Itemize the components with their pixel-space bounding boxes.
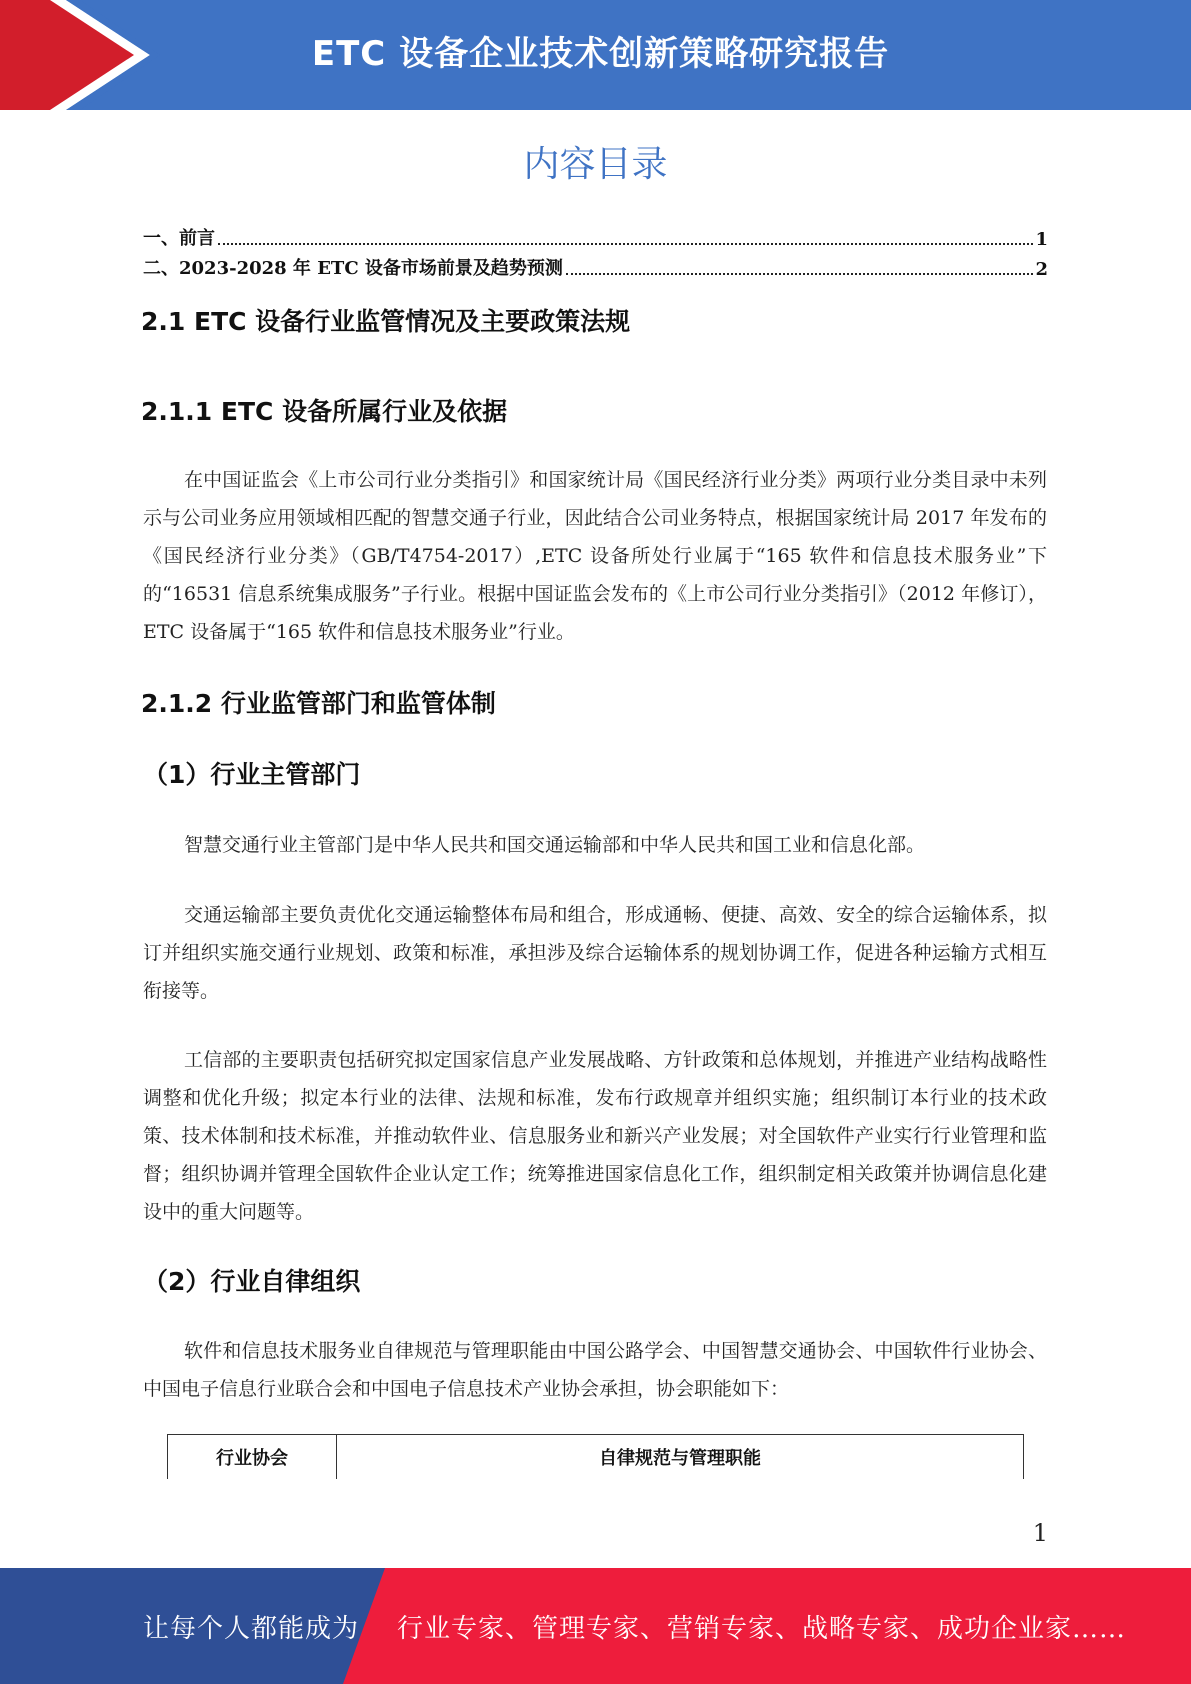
association-table <box>167 1434 1024 1479</box>
header-title: ETC 设备企业技术创新策略研究报告 <box>311 34 890 74</box>
toc-item[interactable] <box>143 224 1048 250</box>
table-header-cell: 行业协会 <box>168 1435 337 1480</box>
section-heading: 2.1.2 行业监管部门和监管体制 <box>141 689 496 718</box>
toc-item[interactable] <box>143 254 1048 280</box>
toc-item-label[interactable]: 一、前言 <box>143 228 215 249</box>
body-paragraph: 交通运输部主要负责优化交通运输整体布局和组合，形成通畅、便捷、高效、安全的综合运输体系，拟订并组织实施交通行业规划、政策和标准，承担涉及综合运输体系的规划协调工作，促进各种运输方式相互衔接等。 <box>143 904 1047 1002</box>
body-paragraph: 软件和信息技术服务业自律规范与管理职能由中国公路学会、中国智慧交通协会、中国软件行业协会、中国电子信息行业联合会和中国电子信息技术产业协会承担，协会职能如下： <box>143 1340 1047 1400</box>
body-paragraph: 工信部的主要职责包括研究拟定国家信息产业发展战略、方针政策和总体规划，并推进产业结构战略性调整和优化升级；拟定本行业的法律、法规和标准，发布行政规章并组织实施；组织制订本行业的技术政策、技术体制和技术标准，并推动软件业、信息服务业和新兴产业发展；对全国软件产业实行行业管理和监督；组织协调并管理全国软件企业认定工作；统筹推进国家信息化工作，组织制定相关政策并协调信息化建设中的重大问题等。 <box>143 1049 1047 1223</box>
body-paragraph: 智慧交通行业主管部门是中华人民共和国交通运输部和中华人民共和国工业和信息化部。 <box>184 834 926 856</box>
footer-banner <box>0 1568 1191 1684</box>
toc-title: 内容目录 <box>523 144 668 185</box>
section-heading: 2.1 ETC 设备行业监管情况及主要政策法规 <box>141 307 631 336</box>
subsection-heading: （1）行业主管部门 <box>143 760 361 789</box>
header-bar <box>0 0 1191 110</box>
footer-slogan-left: 让每个人都能成为 <box>143 1614 360 1644</box>
section-heading: 2.1.1 ETC 设备所属行业及依据 <box>141 397 508 426</box>
footer-slogan-right: 行业专家、管理专家、营销专家、战略专家、成功企业家…… <box>397 1614 1127 1644</box>
body-paragraph: 在中国证监会《上市公司行业分类指引》和国家统计局《国民经济行业分类》两项行业分类目录中未列示与公司业务应用领域相匹配的智慧交通子行业，因此结合公司业务特点，根据国家统计局 2017 年发布的《国民经济行业分类》（GB/T4754-2017）,ETC 设备所处行业属于“165 软件和信息技术服务业”下的“16531 信息系统集成服务”子行业。根据中国证监会发布的《上市公司行业分类指引》（2012 年修订），ETC 设备属于“165 软件和信息技术服务业”行业。 <box>143 469 1047 643</box>
toc-leader-dots <box>566 273 1034 275</box>
toc-item-label[interactable]: 二、2023-2028 年 ETC 设备市场前景及趋势预测 <box>143 258 563 279</box>
table-header-cell: 自律规范与管理职能 <box>337 1435 1024 1480</box>
page-number: 1 <box>1032 1519 1048 1547</box>
toc-leader-dots <box>218 243 1033 245</box>
toc-item-page[interactable]: 2 <box>1035 259 1048 280</box>
toc-item-page[interactable]: 1 <box>1035 229 1048 250</box>
table-header-row <box>168 1435 1024 1480</box>
subsection-heading: （2）行业自律组织 <box>143 1267 361 1296</box>
